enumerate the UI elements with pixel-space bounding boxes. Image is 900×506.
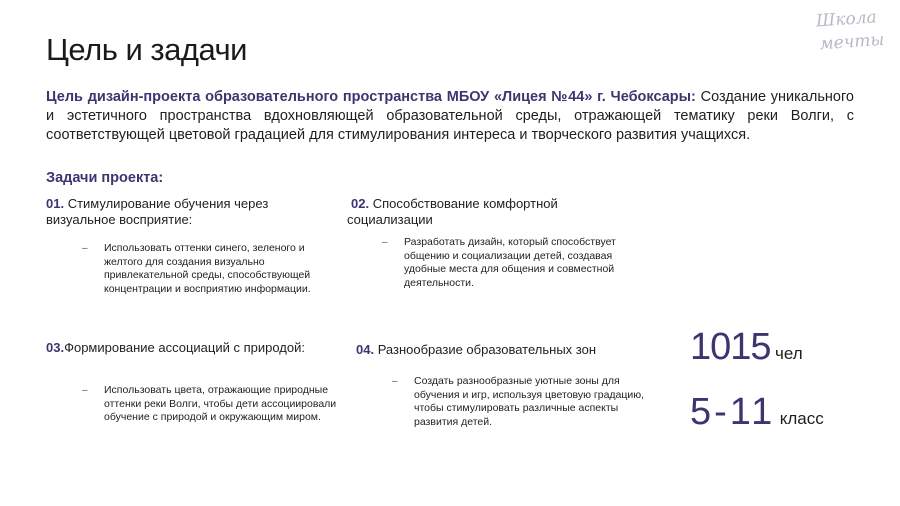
task-title-text: Способствование комфортной социализации — [347, 196, 558, 227]
dash-bullet: – — [82, 243, 88, 254]
task-01-description — [82, 242, 329, 296]
task-number: 03. — [46, 340, 65, 355]
task-description-text: Разработать дизайн, который способствует общению и социализации детей, создавая удобные места для общения и совместной деятельности. — [404, 236, 616, 289]
task-description-text: Использовать цвета, отражающие природные оттенки реки Волги, чтобы дети ассоциировали обучение с природой и окружающим миром. — [104, 384, 337, 423]
stat-value: 5-11 — [690, 391, 776, 433]
tasks-heading: Задачи проекта: — [46, 170, 164, 186]
stat-students — [690, 327, 803, 367]
logo-line-2: мечты — [818, 29, 885, 55]
stat-unit: класс — [779, 409, 824, 428]
stat-unit: чел — [775, 344, 803, 363]
task-02-title — [347, 196, 607, 228]
task-title-text: Формирование ассоциаций с природой: — [64, 340, 305, 355]
task-number: 02. — [351, 196, 370, 211]
task-04-title — [356, 342, 626, 358]
task-number: 04. — [356, 342, 375, 357]
dash-bullet: – — [82, 385, 88, 396]
stat-grades — [690, 392, 824, 432]
logo-line-1: Школа — [815, 7, 878, 32]
page-title: Цель и задачи — [46, 32, 247, 67]
task-03-description — [82, 384, 340, 425]
task-02-description — [382, 236, 644, 290]
stat-value: 1015 — [690, 326, 771, 368]
goal-text: Создание уникального и эстетичного пространства вдохновляющей образовательной среды, отражающей тематику реки Волги, с соответствующей цветовой градацией для стимулирования интереса и творческого развития учащихся. — [46, 89, 854, 143]
task-number: 01. — [46, 196, 65, 211]
task-01-title — [46, 196, 296, 228]
task-04-description — [392, 375, 650, 429]
task-title-text: Стимулирование обучения через визуальное восприятие: — [46, 196, 269, 227]
task-description-text: Создать разнообразные уютные зоны для обучения и игр, используя цветовую градацию, чтобы стимулировать различные аспекты развития детей. — [414, 375, 645, 428]
dash-bullet: – — [392, 376, 398, 387]
school-logo — [815, 6, 890, 63]
task-title-text: Разнообразие образовательных зон — [374, 342, 596, 357]
goal-paragraph — [46, 88, 854, 145]
task-03-title — [46, 340, 306, 356]
task-description-text: Использовать оттенки синего, зеленого и желтого для создания визуально привлекательной среды, способствующей концентрации и восприятию информации. — [104, 242, 311, 295]
dash-bullet: – — [382, 237, 388, 248]
goal-label: Цель дизайн-проекта образовательного пространства МБОУ «Лицея №44» г. Чебоксары: — [46, 89, 696, 105]
